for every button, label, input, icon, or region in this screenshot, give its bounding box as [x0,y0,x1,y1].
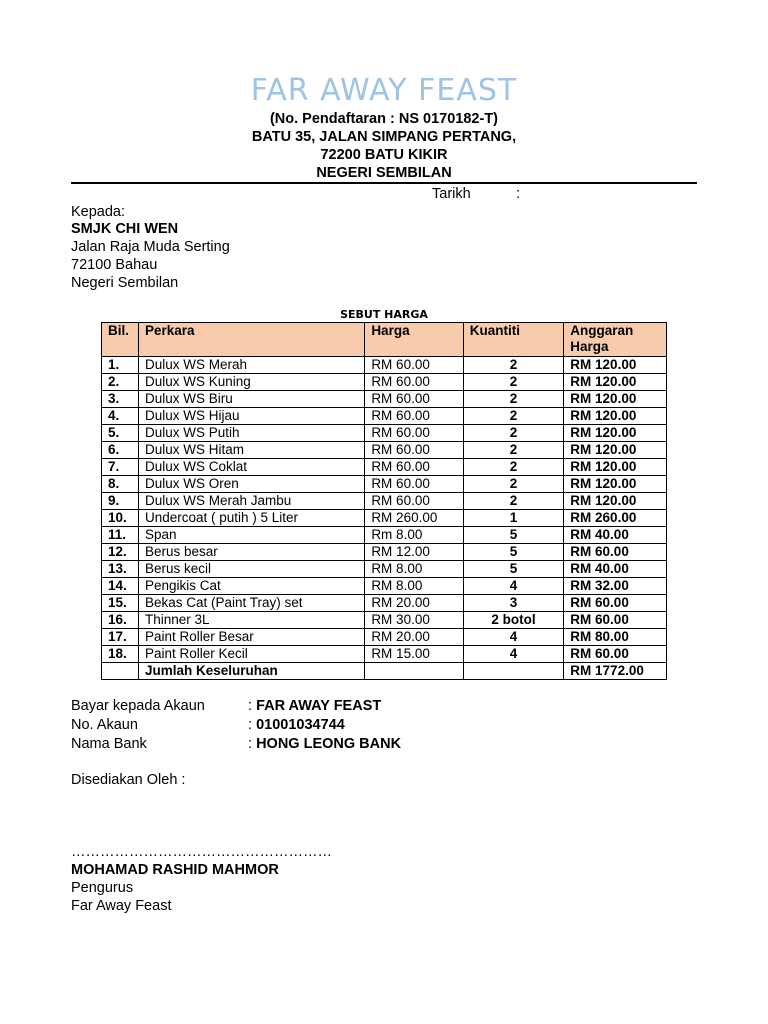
table-row [102,425,667,442]
cell-perkara: Dulux WS Hitam [138,442,364,459]
cell-kuantiti: 3 [463,595,564,612]
cell-harga: RM 20.00 [365,595,463,612]
company-address-line3: NEGERI SEMBILAN [316,165,452,181]
cell-kuantiti: 2 [463,493,564,510]
table-row [102,374,667,391]
total-label: Jumlah Keseluruhan [138,663,364,680]
total-row [102,663,667,680]
company-name: FAR AWAY FEAST [250,73,518,108]
cell-anggaran: RM 60.00 [564,612,667,629]
cell-anggaran: RM 60.00 [564,544,667,561]
account-name-label: Bayar kepada Akaun [71,698,205,714]
table-row [102,442,667,459]
cell-perkara: Thinner 3L [138,612,364,629]
cell-harga: RM 60.00 [365,459,463,476]
column-header-anggaran: Anggaran Harga [564,323,667,357]
table-row [102,629,667,646]
cell-perkara: Dulux WS Hijau [138,408,364,425]
cell-perkara: Dulux WS Kuning [138,374,364,391]
cell-kuantiti: 2 [463,476,564,493]
account-number-row [248,716,345,735]
date-label: Tarikh [432,186,471,202]
cell-kuantiti: 5 [463,561,564,578]
cell-anggaran: RM 120.00 [564,374,667,391]
cell-bil: 14. [102,578,139,595]
cell-kuantiti-empty [463,663,564,680]
cell-bil: 13. [102,561,139,578]
account-name-colon: : [248,698,253,714]
bank-name-value: HONG LEONG BANK [256,736,402,752]
cell-perkara: Span [138,527,364,544]
cell-kuantiti: 2 botol [463,612,564,629]
cell-perkara: Berus besar [138,544,364,561]
cell-harga: RM 60.00 [365,408,463,425]
cell-perkara: Dulux WS Biru [138,391,364,408]
signatory-name: MOHAMAD RASHID MAHMOR [71,862,279,878]
account-number-value: 01001034744 [256,717,345,733]
cell-perkara: Dulux WS Merah [138,357,364,374]
cell-perkara: Paint Roller Kecil [138,646,364,663]
cell-anggaran: RM 120.00 [564,391,667,408]
cell-bil: 16. [102,612,139,629]
table-row [102,459,667,476]
table-row [102,561,667,578]
cell-bil: 9. [102,493,139,510]
cell-anggaran: RM 40.00 [564,527,667,544]
date-colon: : [516,186,521,202]
cell-harga: RM 15.00 [365,646,463,663]
cell-bil: 4. [102,408,139,425]
cell-kuantiti: 4 [463,629,564,646]
cell-anggaran: RM 32.00 [564,578,667,595]
cell-perkara: Dulux WS Putih [138,425,364,442]
cell-kuantiti: 5 [463,544,564,561]
cell-kuantiti: 2 [463,442,564,459]
cell-perkara: Dulux WS Merah Jambu [138,493,364,510]
table-row [102,476,667,493]
cell-harga: RM 30.00 [365,612,463,629]
total-value: RM 1772.00 [564,663,667,680]
signatory-company: Far Away Feast [71,898,172,914]
cell-harga: RM 60.00 [365,442,463,459]
cell-bil: 7. [102,459,139,476]
company-address-line1: BATU 35, JALAN SIMPANG PERTANG, [251,129,517,145]
column-header-perkara: Perkara [138,323,364,357]
table-row [102,510,667,527]
cell-bil: 18. [102,646,139,663]
cell-kuantiti: 2 [463,425,564,442]
cell-harga: RM 60.00 [365,374,463,391]
cell-anggaran: RM 120.00 [564,357,667,374]
cell-perkara: Undercoat ( putih ) 5 Liter [138,510,364,527]
recipient-to-label: Kepada: [71,204,126,220]
quotation-title: SEBUT HARGA [340,308,428,321]
table-row [102,544,667,561]
date-row [432,185,521,203]
cell-bil-empty [102,663,139,680]
cell-anggaran: RM 120.00 [564,442,667,459]
table-row [102,595,667,612]
table-row [102,493,667,510]
cell-anggaran: RM 80.00 [564,629,667,646]
cell-kuantiti: 2 [463,357,564,374]
cell-harga: RM 20.00 [365,629,463,646]
cell-bil: 10. [102,510,139,527]
account-name-value: FAR AWAY FEAST [256,698,382,714]
cell-harga: RM 60.00 [365,357,463,374]
signatory-title: Pengurus [71,880,134,896]
table-row [102,391,667,408]
cell-anggaran: RM 260.00 [564,510,667,527]
cell-kuantiti: 4 [463,646,564,663]
cell-kuantiti: 2 [463,459,564,476]
cell-harga: RM 60.00 [365,425,463,442]
cell-bil: 5. [102,425,139,442]
cell-anggaran: RM 120.00 [564,476,667,493]
table-row [102,578,667,595]
cell-anggaran: RM 60.00 [564,595,667,612]
cell-perkara: Pengikis Cat [138,578,364,595]
cell-harga: RM 12.00 [365,544,463,561]
cell-bil: 11. [102,527,139,544]
cell-bil: 2. [102,374,139,391]
table-header-row [102,323,667,357]
cell-kuantiti: 2 [463,408,564,425]
cell-bil: 1. [102,357,139,374]
table-row [102,527,667,544]
account-number-label: No. Akaun [71,717,138,733]
cell-kuantiti: 2 [463,374,564,391]
cell-perkara: Dulux WS Coklat [138,459,364,476]
recipient-address-line1: Jalan Raja Muda Serting [71,239,230,255]
cell-harga: RM 60.00 [365,391,463,408]
cell-harga-empty [365,663,463,680]
cell-perkara: Dulux WS Oren [138,476,364,493]
prepared-by-label: Disediakan Oleh : [71,772,186,788]
column-header-harga: Harga [365,323,463,357]
cell-kuantiti: 4 [463,578,564,595]
cell-anggaran: RM 60.00 [564,646,667,663]
cell-harga: RM 60.00 [365,493,463,510]
recipient-address-line3: Negeri Sembilan [71,275,179,291]
cell-bil: 15. [102,595,139,612]
cell-harga: RM 60.00 [365,476,463,493]
cell-harga: Rm 8.00 [365,527,463,544]
bank-name-row [248,735,401,754]
cell-bil: 17. [102,629,139,646]
bank-name-label: Nama Bank [71,736,147,752]
bank-name-colon: : [248,736,253,752]
account-number-colon: : [248,717,253,733]
column-header-kuantiti: Kuantiti [463,323,564,357]
column-header-bil: Bil. [102,323,139,357]
cell-kuantiti: 5 [463,527,564,544]
signature-line: ……………………………………………… [71,844,332,860]
cell-harga: RM 8.00 [365,561,463,578]
cell-anggaran: RM 120.00 [564,493,667,510]
cell-bil: 3. [102,391,139,408]
table-row [102,646,667,663]
cell-bil: 6. [102,442,139,459]
cell-perkara: Paint Roller Besar [138,629,364,646]
table-row [102,612,667,629]
cell-perkara: Bekas Cat (Paint Tray) set [138,595,364,612]
cell-harga: RM 260.00 [365,510,463,527]
account-name-row [248,697,381,716]
cell-kuantiti: 2 [463,391,564,408]
table-row [102,408,667,425]
cell-perkara: Berus kecil [138,561,364,578]
header-divider [71,182,697,184]
cell-anggaran: RM 120.00 [564,459,667,476]
cell-harga: RM 8.00 [365,578,463,595]
cell-bil: 8. [102,476,139,493]
company-address-line2: 72200 BATU KIKIR [320,147,448,163]
cell-anggaran: RM 120.00 [564,425,667,442]
quotation-table [101,322,667,680]
recipient-address-line2: 72100 Bahau [71,257,158,273]
registration-number: (No. Pendaftaran : NS 0170182-T) [269,111,499,127]
cell-anggaran: RM 40.00 [564,561,667,578]
cell-bil: 12. [102,544,139,561]
cell-kuantiti: 1 [463,510,564,527]
table-row [102,357,667,374]
recipient-name: SMJK CHI WEN [71,221,179,237]
cell-anggaran: RM 120.00 [564,408,667,425]
